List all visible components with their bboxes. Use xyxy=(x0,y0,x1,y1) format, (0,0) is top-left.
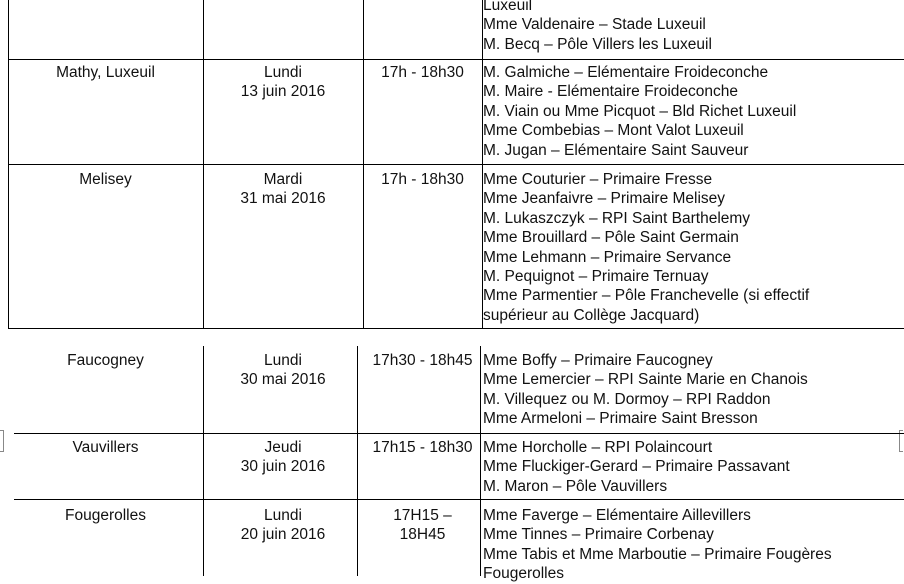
table-row xyxy=(8,433,904,499)
column-divider xyxy=(203,346,204,576)
entry-line: Mme Armeloni – Primaire Saint Bresson xyxy=(483,410,758,428)
location-label: Faucogney xyxy=(67,352,144,369)
time-cell xyxy=(363,346,482,433)
weekday-label: Jeudi xyxy=(264,439,302,456)
entry-line: M. Jugan – Elémentaire Saint Sauveur xyxy=(483,141,749,159)
time-cell xyxy=(363,499,482,576)
column-divider xyxy=(480,346,481,576)
time-label: 18H45 xyxy=(399,526,446,544)
time-cell xyxy=(363,164,482,329)
location-label: Fougerolles xyxy=(65,507,146,524)
time-label: 17h30 - 18h45 xyxy=(372,352,473,369)
location-label: Melisey xyxy=(79,171,132,188)
date-cell xyxy=(203,499,363,576)
entries-cell xyxy=(482,59,904,164)
location-cell xyxy=(8,164,203,329)
entry-line: Mme Jeanfaivre – Primaire Melisey xyxy=(483,190,726,208)
entry-line: M. Lukaszczyk – RPI Saint Barthelemy xyxy=(483,209,751,227)
row-divider xyxy=(14,433,904,434)
column-divider xyxy=(357,346,358,576)
entries-cell xyxy=(482,0,904,59)
time-label: 17H15 – xyxy=(393,507,452,524)
entry-line: M. Galmiche – Elémentaire Froideconche xyxy=(483,64,769,81)
entry-line: Mme Lemercier – RPI Sainte Marie en Chanois xyxy=(483,371,808,389)
entries-cell xyxy=(482,499,904,583)
time-cell xyxy=(363,59,482,164)
entry-line: Fougerolles xyxy=(483,565,564,583)
location-label: Vauvillers xyxy=(72,439,139,456)
date-label: 13 juin 2016 xyxy=(240,83,326,101)
entry-line: supérieur au Collège Jacquard) xyxy=(483,306,700,324)
entry-line: Mme Boffy – Primaire Faucogney xyxy=(483,352,713,369)
entry-line: Mme Fluckiger-Gerard – Primaire Passavant xyxy=(483,458,790,476)
time-cell xyxy=(363,433,482,499)
date-label: 20 juin 2016 xyxy=(240,526,326,544)
weekday-label: Lundi xyxy=(264,507,302,524)
entry-line: Mme Lehmann – Primaire Servance xyxy=(483,248,732,266)
date-cell xyxy=(203,346,363,433)
entry-line: Mme Combebias – Mont Valot Luxeuil xyxy=(483,122,744,140)
time-label: 17h - 18h30 xyxy=(381,64,464,81)
table-row xyxy=(8,164,904,329)
entry-line: Mme Tabis et Mme Marboutie – Primaire Fougères xyxy=(483,545,832,563)
location-label: Mathy, Luxeuil xyxy=(56,64,155,81)
entry-line: Mme Faverge – Elémentaire Aillevillers xyxy=(483,507,751,524)
date-label: 31 mai 2016 xyxy=(240,190,326,208)
row-divider xyxy=(14,499,904,500)
location-cell xyxy=(8,59,203,164)
row-divider xyxy=(8,164,904,165)
location-cell xyxy=(8,499,203,576)
time-label: 17h15 - 18h30 xyxy=(372,439,473,456)
weekday-label: Mardi xyxy=(263,171,303,188)
entry-line: M. Maron – Pôle Vauvillers xyxy=(483,477,668,495)
date-label: 30 mai 2016 xyxy=(240,371,326,389)
location-cell xyxy=(8,346,203,433)
entry-line: Mme Valdenaire – Stade Luxeuil xyxy=(483,16,706,34)
table-row xyxy=(8,0,904,59)
entry-line: Mme Brouillard – Pôle Saint Germain xyxy=(483,229,739,247)
weekday-label: Lundi xyxy=(264,352,302,369)
date-cell xyxy=(203,59,363,164)
weekday-label: Lundi xyxy=(264,64,302,81)
entry-line: M. Becq – Pôle Villers les Luxeuil xyxy=(483,35,712,53)
date-cell xyxy=(203,433,363,499)
date-cell xyxy=(203,164,363,329)
schedule-table-1 xyxy=(8,0,904,329)
table-row xyxy=(8,346,904,433)
entry-line: M. Maire - Elémentaire Froideconche xyxy=(483,83,738,101)
entry-line: Mme Couturier – Primaire Fresse xyxy=(483,171,713,188)
schedule-table-2 xyxy=(8,346,904,583)
table-row xyxy=(8,499,904,583)
table-border xyxy=(8,328,904,329)
entry-line: Mme Tinnes – Primaire Corbenay xyxy=(483,526,714,544)
row-divider xyxy=(8,59,904,60)
entry-line: M. Pequignot – Primaire Ternuay xyxy=(483,268,709,286)
entry-line: Mme Parmentier – Pôle Franchevelle (si effectif xyxy=(483,287,810,305)
location-cell xyxy=(8,433,203,499)
table-row xyxy=(8,59,904,164)
date-label: 30 juin 2016 xyxy=(240,458,326,476)
entries-cell xyxy=(482,346,904,433)
entry-line: M. Villequez ou M. Dormoy – RPI Raddon xyxy=(483,390,771,408)
entries-cell xyxy=(482,164,904,329)
entries-cell xyxy=(482,433,904,499)
time-label: 17h - 18h30 xyxy=(381,171,464,188)
page-margin-marker xyxy=(0,430,4,452)
entry-line: Luxeuil xyxy=(483,0,533,14)
entry-line: M. Viain ou Mme Picquot – Bld Richet Luxeuil xyxy=(483,102,797,120)
entry-line: Mme Horcholle – RPI Polaincourt xyxy=(483,439,713,456)
